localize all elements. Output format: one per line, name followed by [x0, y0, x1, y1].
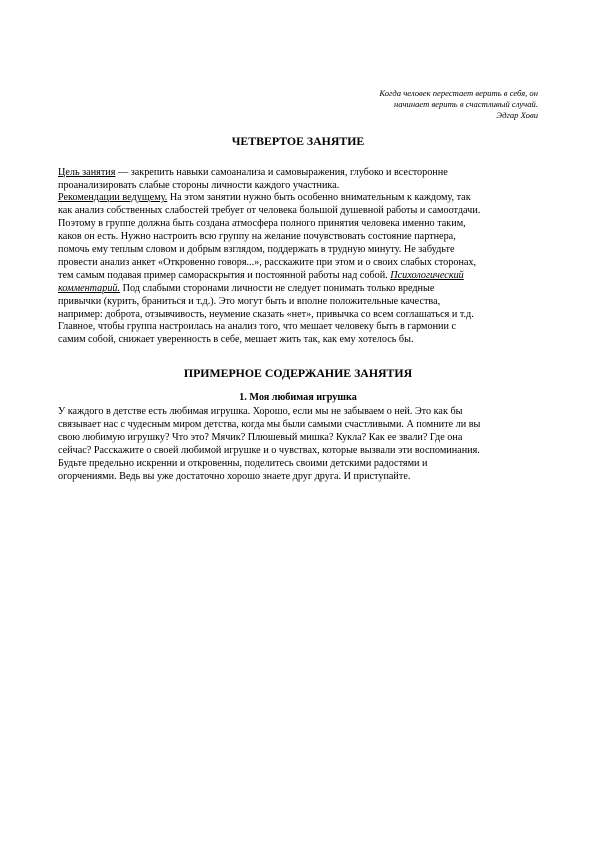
intro-line: каков он есть. Нужно настроить всю группу на желание почувствовать состояние партнера,	[58, 231, 456, 243]
intro-line	[58, 192, 538, 205]
epigraph-line-2: начинает верить в счастливый случай.	[393, 99, 538, 110]
intro-line: помочь ему теплым словом и добрым взглядом, поддержать в трудную минуту. Не забудьте	[58, 244, 455, 256]
document-page	[58, 88, 538, 484]
exercise-title: 1. Моя любимая игрушка	[239, 392, 357, 404]
recommendations-text-end: тем самым подавая пример самораскрытия и постоянной работы над собой.	[58, 269, 391, 281]
intro-line: как анализ собственных слабостей требует от человека большой душевной работы и самоотдачи.	[58, 205, 481, 217]
exercise-line: сейчас? Расскажите о своей любимой игрушке и о чувствах, которые вызвали эти воспоминания.	[58, 444, 480, 456]
recommendations-label: Рекомендации ведущему.	[58, 192, 168, 204]
intro-line	[58, 167, 538, 180]
epigraph-author: Эдгар Хови	[496, 110, 538, 121]
intro-paragraph	[58, 167, 538, 348]
intro-line	[58, 283, 538, 296]
goal-label: Цель занятия	[58, 166, 116, 178]
intro-line: самим собой, снижает уверенность в себе, мешает жить так, как ему хотелось бы.	[58, 334, 414, 346]
comment-label-part2: комментарий.	[58, 282, 121, 294]
exercise-line: связывает нас с чудесным миром детства, когда мы были самыми счастливыми. А помните ли вы	[58, 419, 481, 431]
exercise-paragraph	[58, 406, 538, 483]
intro-line	[58, 270, 538, 283]
goal-text: — закрепить навыки самоанализа и самовыражения, глубоко и всесторонне	[115, 166, 448, 178]
intro-line: привычки (курить, браниться и т.д.). Это могут быть и вполне положительные качества,	[58, 295, 441, 307]
comment-text: Под слабыми сторонами личности не следует понимать только вредные	[120, 282, 435, 294]
intro-line: провести анализ анкет «Откровенно говоря...», расскажите при этом и о своих слабых сторонах,	[58, 256, 477, 268]
intro-line: Поэтому в группе должна быть создана атмосфера полного принятия человека именно таким,	[58, 218, 466, 230]
exercise-line: свою любимую игрушку? Что это? Мячик? Плюшевый мишка? Кукла? Как ее звали? Где она	[58, 432, 463, 444]
intro-line: Главное, чтобы группа настроилась на анализ того, что мешает человеку быть в гармонии с	[58, 321, 457, 333]
recommendations-text: На этом занятии нужно быть особенно внимательным к каждому, так	[167, 192, 471, 204]
intro-line: проанализировать слабые стороны личности каждого участника.	[58, 179, 340, 191]
exercise-line: Будьте предельно искренни и откровенны, поделитесь своими детскими радостями и	[58, 457, 428, 469]
epigraph	[178, 88, 538, 122]
epigraph-line-1: Когда человек перестает верить в себя, он	[379, 88, 538, 98]
exercise-line: У каждого в детстве есть любимая игрушка. Хорошо, если мы не забываем о ней. Это как бы	[58, 406, 463, 418]
intro-line: например: доброта, отзывчивость, неумение сказать «нет», привычка со всем соглашаться и т.д.	[58, 308, 474, 320]
comment-label-part1: Психологический	[390, 269, 464, 281]
section-title: ПРИМЕРНОЕ СОДЕРЖАНИЕ ЗАНЯТИЯ	[183, 366, 413, 381]
page-title: ЧЕТВЕРТОЕ ЗАНЯТИЕ	[231, 133, 365, 148]
exercise-line: огорчениями. Ведь вы уже достаточно хорошо знаете друг друга. И приступайте.	[58, 470, 411, 482]
